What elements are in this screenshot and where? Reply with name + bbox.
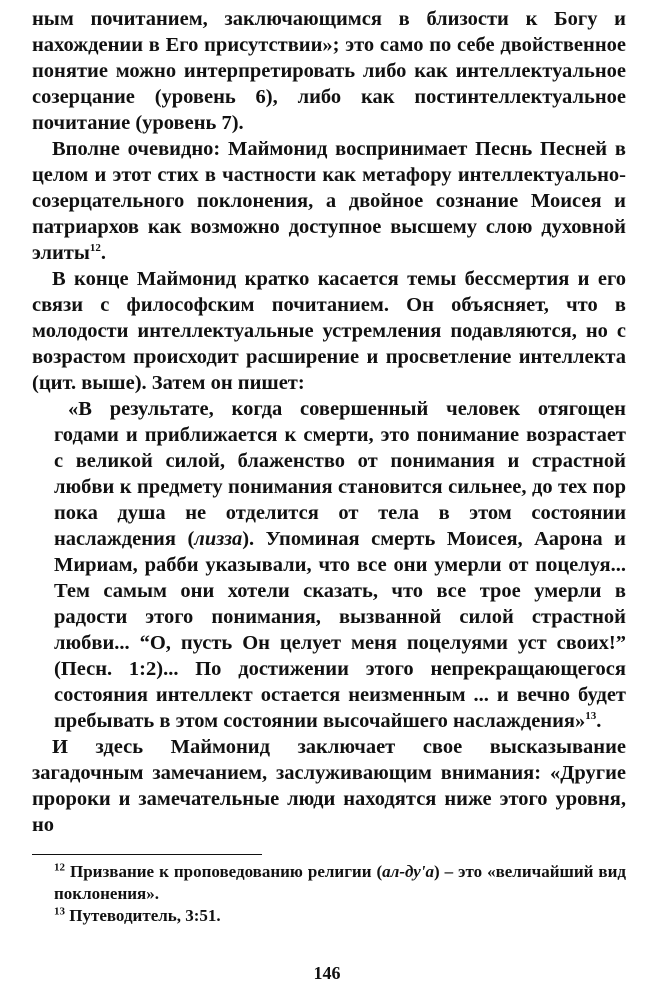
footnote-number: 13 [54, 905, 65, 918]
quote-term: лизза [194, 528, 243, 550]
paragraph: И здесь Маймонид заключает свое высказывание загадочным замечанием, заслуживающим внимания: «Другие пророки и замечательные люди находятся ниже этого уровня, но [32, 736, 626, 836]
footnote-term: ал-ду'а [382, 862, 435, 881]
footnotes [32, 861, 626, 927]
main-text [32, 6, 626, 838]
quote-text: ). Упоминая смерть Моисея, Аарона и Мириам, рабби указывали, что все они умерли от поцелуя... Тем самым они хотели сказать, что все трое умерли в радости этого понимания, вызванной силой страстной любви... “О, пусть Он целует меня поцелуями уст своих!” (Песн. 1:2)... По достижении этого непрекращающегося состояния интеллект остается неизменным ... и вечно будет пребывать в этом состоянии высочайшего наслаждения» [54, 528, 626, 732]
footnote-number: 12 [54, 861, 65, 874]
paragraph: В конце Маймонид кратко касается темы бессмертия и его связи с философским почитанием. Он объясняет, что в молодости интеллектуальные устремления подавляются, но с возрастом происходит расширение и просветление интеллекта (цит. выше). Затем он пишет: [32, 268, 626, 394]
footnote-text: Призвание к проповедованию религии ( [69, 862, 383, 881]
block-quote [32, 396, 626, 734]
paragraph-text: Вполне очевидно: Маймонид воспринимает Песнь Песней в целом и этот стих в частности как метафору интеллектуально-созерцательного поклонения, а двойное сознание Моисея и патриархов как возможно доступное высшему слою духовной элиты [32, 138, 626, 264]
footnote-13 [32, 905, 626, 927]
quote-end: . [596, 710, 602, 732]
footnote-text: ) – это «величайший вид поклонения». [54, 862, 627, 903]
paragraph-continued: ным почитанием, заключающимся в близости к Богу и нахождении в Его присутствии»; это само по себе двойственное понятие можно интерпретировать либо как интеллектуальное созерцание (уровень 6), либо как постинтеллектуальное почитание (уровень 7). [32, 8, 626, 134]
quote-text: «В результате, когда совершенный человек отягощен годами и приближается к смерти, это понимание возрастает с великой силой, блаженство от понимания и страстной любви к предмету понимания становится сильнее, до тех пор пока душа не отделится от тела в этом состоянии наслаждения ( [54, 398, 626, 550]
footnote-ref-13[interactable]: 13 [585, 710, 597, 723]
paragraph-end: . [100, 242, 107, 264]
page-number: 146 [313, 963, 341, 983]
footnote-ref-12[interactable]: 12 [89, 242, 101, 255]
footnote-divider [32, 854, 262, 855]
footnote-text: Путеводитель, 3:51. [69, 906, 221, 925]
paragraph [32, 136, 626, 266]
footnote-12 [32, 861, 626, 905]
